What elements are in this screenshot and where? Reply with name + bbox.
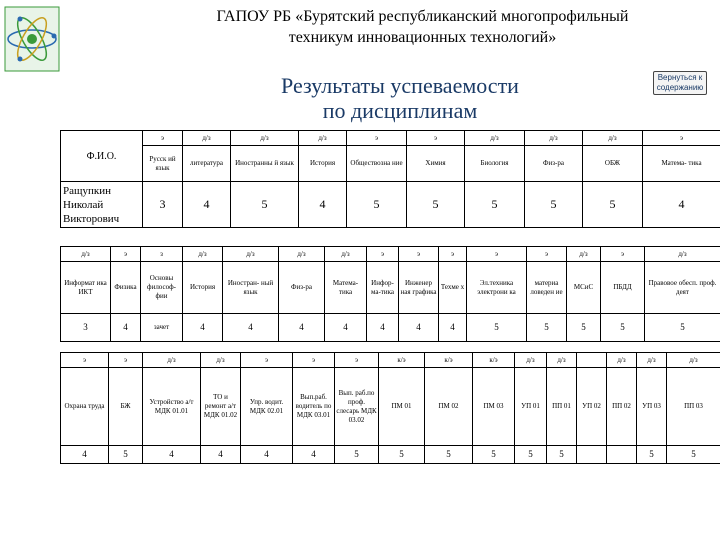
student-first-name: Николай [63, 198, 104, 211]
grade-cell: 5 [335, 446, 379, 464]
grade-cell: 4 [293, 446, 335, 464]
exam-type-cell: э [293, 353, 335, 368]
subject-cell: Эл.техника электрони ка [467, 262, 527, 314]
grade-cell: 5 [467, 314, 527, 342]
grade-cell [607, 446, 637, 464]
subject-cell: УП 02 [577, 368, 607, 446]
subject-cell: Охрана труда [61, 368, 109, 446]
back-to-contents-button[interactable]: Вернуться к содержанию [653, 71, 707, 95]
grade-cell: 5 [583, 182, 643, 228]
grade-cell: 4 [325, 314, 367, 342]
subject-cell: МСиС [567, 262, 601, 314]
grade-cell: 4 [183, 182, 231, 228]
table-row [61, 131, 720, 146]
grade-cell [577, 446, 607, 464]
grades-table-modules [60, 352, 720, 464]
grade-cell: 4 [61, 446, 109, 464]
table-row [61, 353, 720, 368]
grade-cell: 4 [183, 314, 223, 342]
grade-cell: 4 [643, 182, 720, 228]
grade-cell: 5 [637, 446, 667, 464]
subject-cell: ПМ 03 [473, 368, 515, 446]
subject-cell: Техме х [439, 262, 467, 314]
subject-cell: ОБЖ [583, 146, 643, 182]
grade-cell: 4 [439, 314, 467, 342]
subject-cell: Упр. водит. МДК 02.01 [241, 368, 293, 446]
exam-type-cell: д/з [645, 247, 720, 262]
subject-cell: ПП 03 [667, 368, 720, 446]
exam-type-cell: к/э [425, 353, 473, 368]
table-row [61, 368, 720, 446]
subject-cell: История [299, 146, 347, 182]
exam-type-cell: э [347, 131, 407, 146]
subject-cell: Биология [465, 146, 525, 182]
exam-type-cell: э [109, 353, 143, 368]
exam-type-cell: д/з [279, 247, 325, 262]
exam-type-cell: д/з [515, 353, 547, 368]
subject-cell: Физ-ра [525, 146, 583, 182]
grade-cell: 5 [379, 446, 425, 464]
subject-cell: Основы философ- фии [141, 262, 183, 314]
grade-cell: 5 [465, 182, 525, 228]
exam-type-cell: д/з [607, 353, 637, 368]
subject-cell: ПМ 01 [379, 368, 425, 446]
grade-cell: 4 [299, 182, 347, 228]
subject-cell: Вып.раб. водитель по МДК 03.01 [293, 368, 335, 446]
subject-cell: ПБДД [601, 262, 645, 314]
grade-cell: 5 [407, 182, 465, 228]
table-row [61, 262, 720, 314]
exam-type-cell: д/з [61, 247, 111, 262]
grade-cell: 3 [61, 314, 111, 342]
exam-type-cell: э [241, 353, 293, 368]
exam-type-cell: д/з [143, 353, 201, 368]
table-row [61, 446, 720, 464]
grade-cell: 5 [109, 446, 143, 464]
grade-cell: 3 [143, 182, 183, 228]
subject-cell: ПП 02 [607, 368, 637, 446]
subject-cell: Вып. раб.по проф. слесарь МДК 03.02 [335, 368, 379, 446]
grade-cell: 4 [367, 314, 399, 342]
exam-type-cell: д/з [547, 353, 577, 368]
exam-type-cell: д/з [231, 131, 299, 146]
subject-cell: Физика [111, 262, 141, 314]
grade-cell: 4 [279, 314, 325, 342]
student-name [61, 182, 143, 228]
grade-cell: 5 [645, 314, 720, 342]
exam-type-cell: д/з [325, 247, 367, 262]
grade-cell: зачет [141, 314, 183, 342]
exam-type-cell: э [439, 247, 467, 262]
exam-type-cell: д/з [667, 353, 720, 368]
grade-cell: 5 [527, 314, 567, 342]
grade-cell: 4 [399, 314, 439, 342]
exam-type-cell: к/э [473, 353, 515, 368]
subject-cell: ТО и ремонт а/т МДК 01.02 [201, 368, 241, 446]
exam-type-cell: э [399, 247, 439, 262]
page-title-line2: по дисциплинам [322, 98, 478, 123]
grades-table-general [60, 130, 720, 228]
atom-logo-icon [4, 6, 60, 72]
grade-cell: 5 [515, 446, 547, 464]
exam-type-cell: д/з [223, 247, 279, 262]
grade-cell: 5 [667, 446, 720, 464]
exam-type-cell: э [601, 247, 645, 262]
subject-cell: Информат ика ИКТ [61, 262, 111, 314]
exam-type-cell: д/з [525, 131, 583, 146]
exam-type-cell: э [143, 131, 183, 146]
grade-cell: 5 [231, 182, 299, 228]
subject-cell: ПП 01 [547, 368, 577, 446]
org-title-line1: ГАПОУ РБ «Бурятский республиканский многопрофильный [216, 8, 629, 25]
grade-cell: 4 [241, 446, 293, 464]
exam-type-cell: э [111, 247, 141, 262]
exam-type-cell: э [367, 247, 399, 262]
grade-cell: 5 [567, 314, 601, 342]
subject-cell: Инфор- ма-тика [367, 262, 399, 314]
grade-cell: 5 [547, 446, 577, 464]
exam-type-cell: з [141, 247, 183, 262]
exam-type-cell: э [467, 247, 527, 262]
student-surname: Ращупкин [63, 184, 111, 197]
exam-type-cell: к/э [379, 353, 425, 368]
exam-type-cell: э [407, 131, 465, 146]
exam-type-cell: э [527, 247, 567, 262]
subject-cell: Иностран- ный язык [223, 262, 279, 314]
subject-cell: материа ловеден ие [527, 262, 567, 314]
page-title [230, 73, 570, 123]
subject-cell: Физ-ра [279, 262, 325, 314]
exam-type-cell: д/з [637, 353, 667, 368]
subject-cell: ПМ 02 [425, 368, 473, 446]
page-title-line1: Результаты успеваемости [281, 73, 519, 98]
grades-table-professional [60, 246, 720, 342]
exam-type-cell: д/з [201, 353, 241, 368]
grade-cell: 5 [601, 314, 645, 342]
student-patronymic: Викторович [63, 212, 120, 225]
subject-cell: Матема- тика [643, 146, 720, 182]
subject-cell: Устройство а/т МДК 01.01 [143, 368, 201, 446]
subject-cell: История [183, 262, 223, 314]
org-title-line2: техникум инновационных технологий» [288, 29, 557, 46]
grade-cell: 5 [525, 182, 583, 228]
exam-type-cell: э [335, 353, 379, 368]
table-row [61, 146, 720, 182]
table-row [61, 247, 720, 262]
subject-cell: УП 03 [637, 368, 667, 446]
subject-cell: Правовое обесп. проф. деят [645, 262, 720, 314]
subject-cell: Русск ий язык [143, 146, 183, 182]
subject-cell: литература [183, 146, 231, 182]
exam-type-cell: д/з [183, 247, 223, 262]
exam-type-cell: д/з [183, 131, 231, 146]
exam-type-cell: д/з [299, 131, 347, 146]
exam-type-cell: д/з [465, 131, 525, 146]
subject-cell: Иностранны й язык [231, 146, 299, 182]
fio-label: Ф.И.О. [61, 131, 143, 182]
subject-cell: БЖ [109, 368, 143, 446]
grade-cell: 5 [473, 446, 515, 464]
subject-cell: Матема- тика [325, 262, 367, 314]
subject-cell: Инженер ная графика [399, 262, 439, 314]
grade-cell: 4 [143, 446, 201, 464]
grade-cell: 5 [347, 182, 407, 228]
organization-title [150, 6, 695, 48]
exam-type-cell [577, 353, 607, 368]
subject-cell: Химия [407, 146, 465, 182]
grade-cell: 5 [425, 446, 473, 464]
exam-type-cell: д/з [567, 247, 601, 262]
exam-type-cell: э [643, 131, 720, 146]
exam-type-cell: д/з [583, 131, 643, 146]
subject-cell: Обществозна ние [347, 146, 407, 182]
grade-cell: 4 [223, 314, 279, 342]
grade-cell: 4 [201, 446, 241, 464]
exam-type-cell: э [61, 353, 109, 368]
table-row [61, 182, 720, 228]
table-row [61, 314, 720, 342]
grade-cell: 4 [111, 314, 141, 342]
subject-cell: УП 01 [515, 368, 547, 446]
